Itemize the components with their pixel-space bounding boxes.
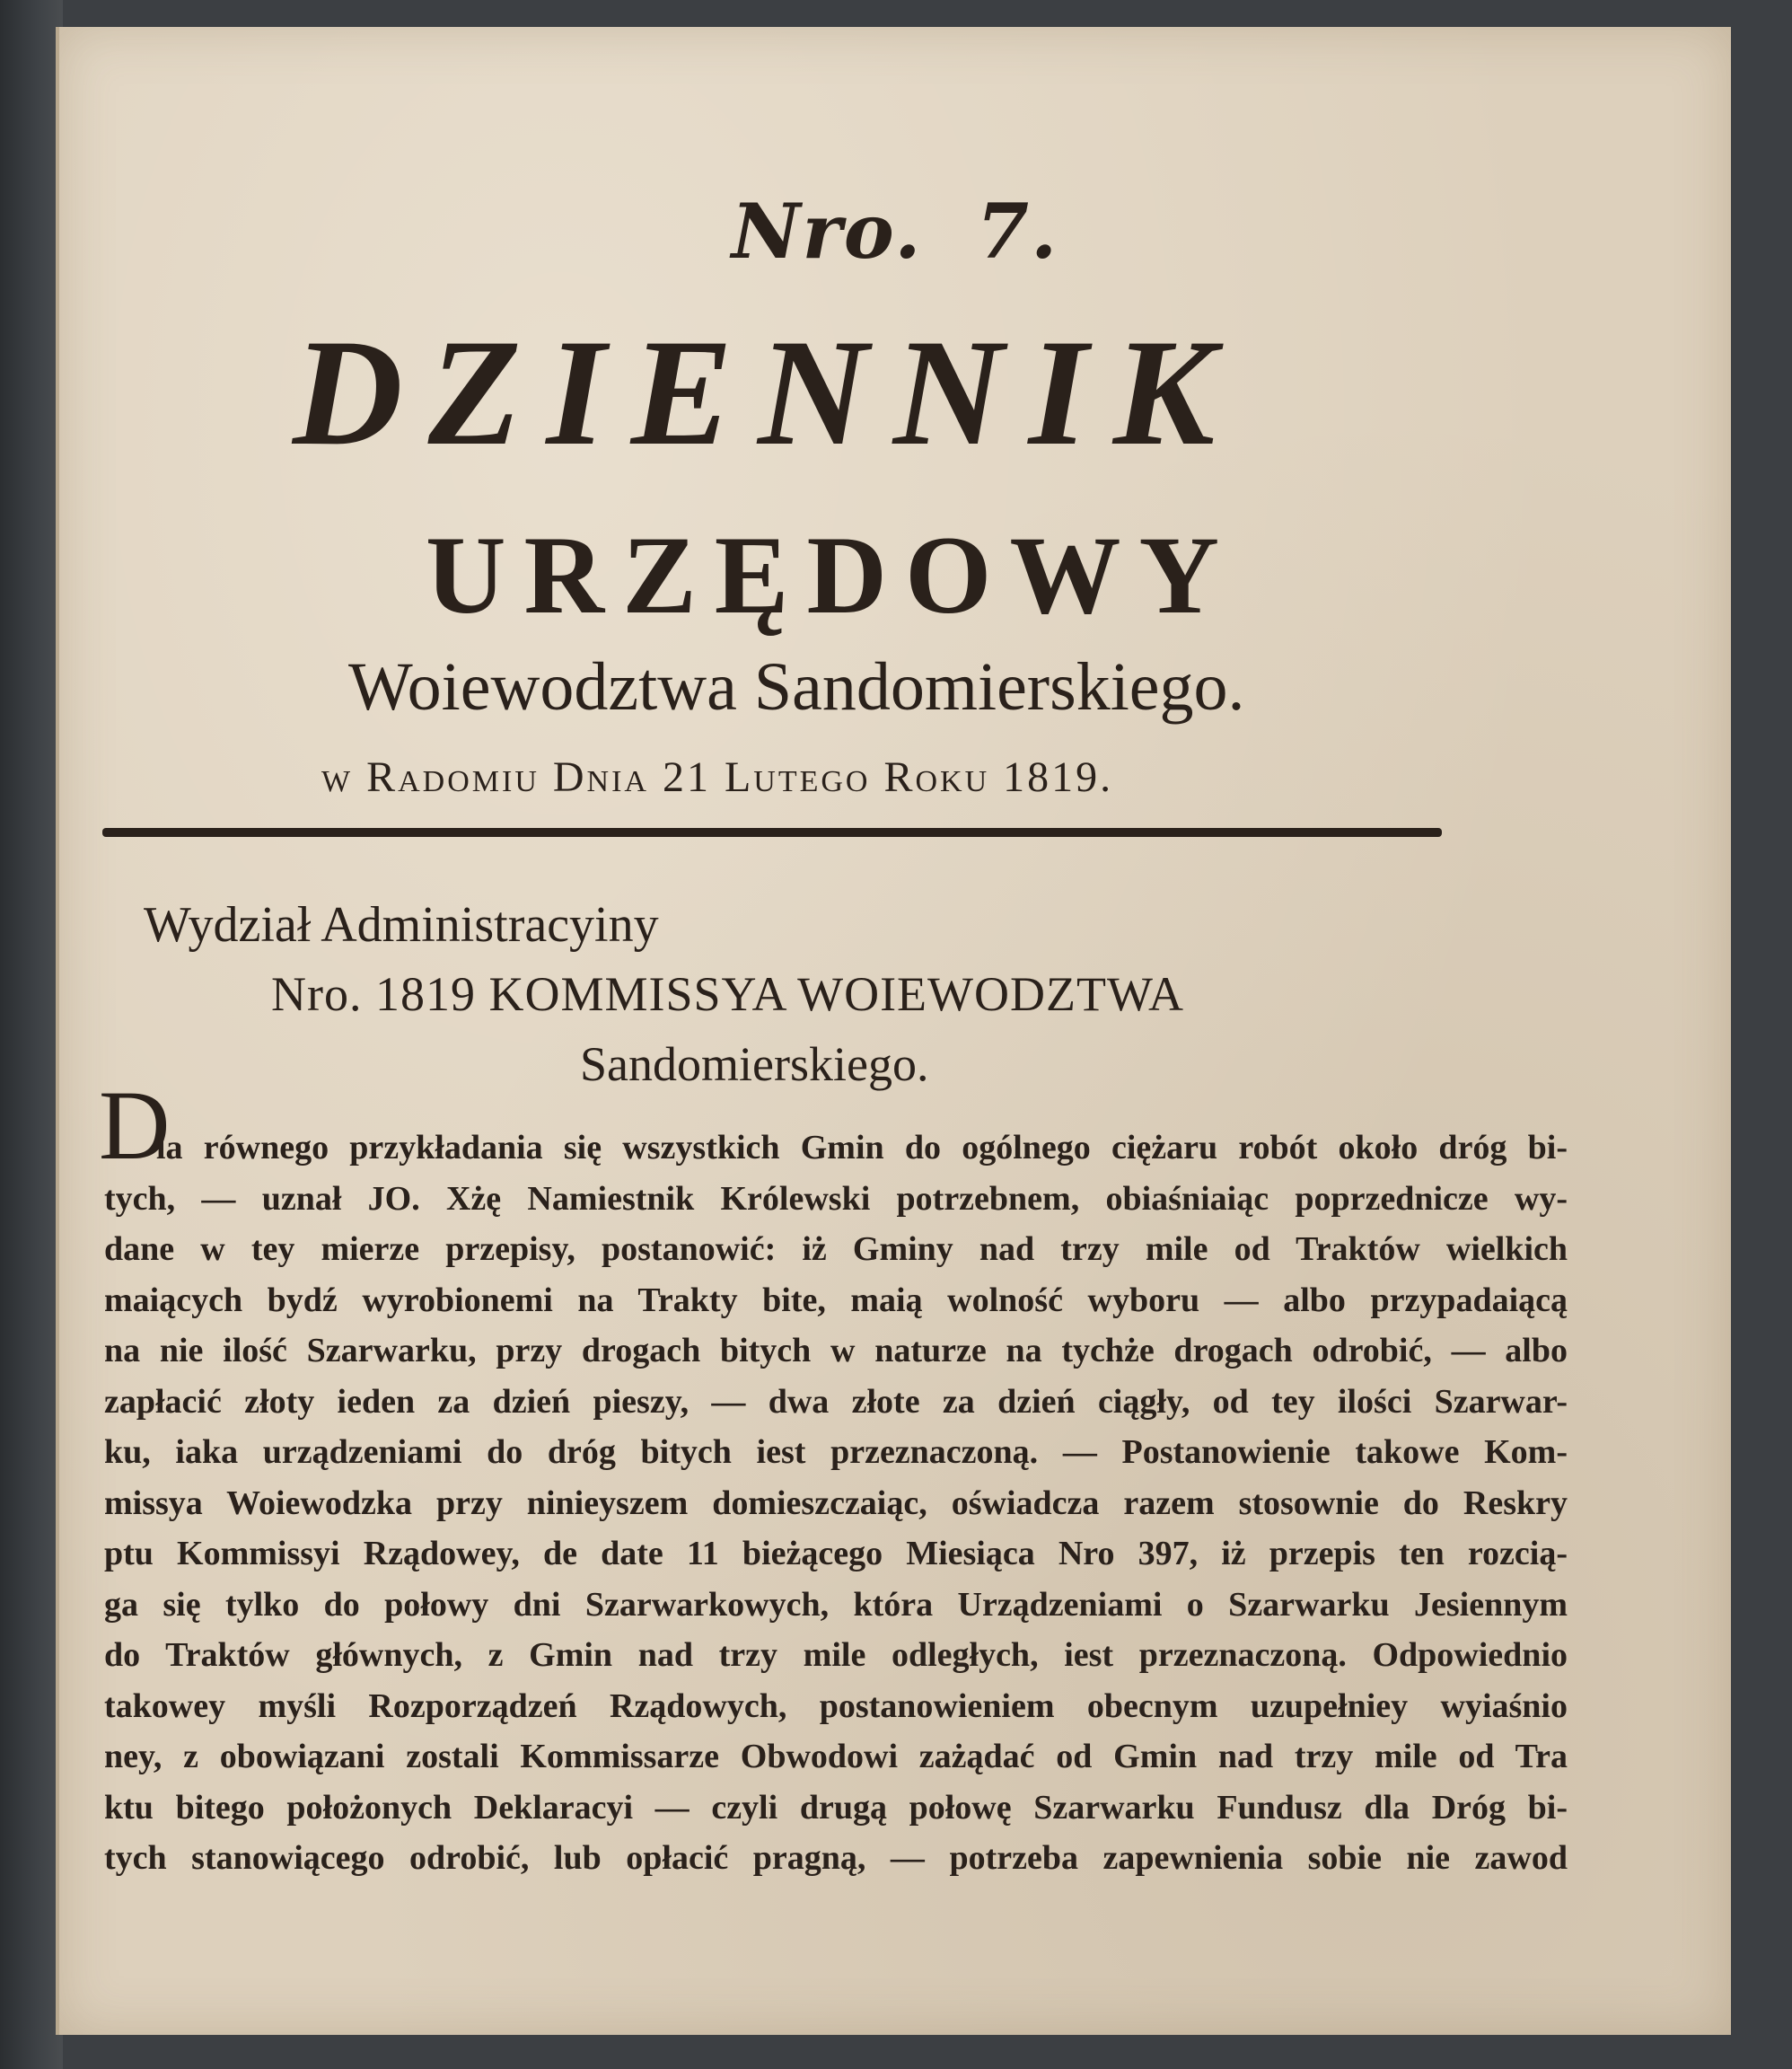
- masthead-dateline: w Radomiu Dnia 21 Lutego Roku 1819.: [321, 753, 1114, 801]
- text-line: ku, iaka urządzeniami do dróg bitych iest przeznaczoną. — Postanowienie takowe Kom-: [104, 1433, 1568, 1471]
- masthead-region: Woiewodztwa Sandomierskiego.: [348, 649, 1245, 725]
- text-line: ga się tylko do połowy dni Szarwarkowych, która Urządzeniami o Szarwarku Jesiennym: [104, 1585, 1568, 1624]
- text-line: do Traktów głównych, z Gmin nad trzy mile odległych, iest przeznaczoną. Odpowiednio: [104, 1636, 1568, 1674]
- issue-number: [59, 187, 1731, 276]
- text-line: tych stanowiącego odrobić, lub opłacić pragną, — potrzeba zapewnienia sobie nie zawod: [104, 1839, 1568, 1877]
- newspaper-page: [56, 27, 1731, 2035]
- text-line: ptu Kommissyi Rządowey, de date 11 bieżącego Miesiąca Nro 397, iż przepis ten rozcią-: [104, 1535, 1568, 1572]
- issue-number-value: 7.: [976, 187, 1059, 276]
- text-line: ktu bitego położonych Deklaracyi — czyli drugą połowę Szarwarku Fundusz dla Dróg bi-: [104, 1788, 1568, 1827]
- masthead-subtitle: URZĘDOWY: [426, 514, 1238, 637]
- article-body: [104, 1123, 1568, 1884]
- text-line: zapłacić złoty ieden za dzień pieszy, — dwa złote za dzień ciągły, od tey ilości Szarwar-: [104, 1382, 1568, 1421]
- text-line: tych, — uznał JO. Xżę Namiestnik Królewski potrzebnem, obiaśniaiąc poprzednicze wy-: [104, 1179, 1568, 1218]
- commission-heading-line2: Sandomierskiego.: [580, 1037, 929, 1091]
- commission-heading: Nro. 1819 KOMMISSYA WOIEWODZTWA: [271, 967, 1184, 1021]
- scanner-background-strip: [0, 0, 63, 2069]
- masthead-title: DZIENNIK: [293, 308, 1241, 477]
- issue-number-label: Nro.: [731, 187, 923, 276]
- text-line: na nie ilość Szarwarku, przy drogach bitych w naturze na tychże drogach odrobić, — albo: [104, 1332, 1568, 1369]
- text-line: missya Woiewodzka przy ninieyszem domieszczaiąc, oświadcza razem stosownie do Reskry: [104, 1484, 1568, 1522]
- text-line: dane w tey mierze przepisy, postanowić: iż Gminy nad trzy mile od Traktów wielkich: [104, 1230, 1568, 1268]
- text-line: la równego przykładania się wszystkich Gmin do ogólnego ciężaru robót około dróg bi-: [156, 1129, 1568, 1167]
- text-line: maiących bydź wyrobionemi na Trakty bite, maią wolność wyboru — albo przypadaiącą: [104, 1281, 1568, 1319]
- text-line: takowey myśli Rozporządzeń Rządowych, postanowieniem obecnym uzupełniey wyiaśnio: [104, 1686, 1568, 1725]
- department-heading: Wydział Administracyiny: [144, 897, 659, 953]
- text-line: ney, z obowiązani zostali Kommissarze Obwodowi zażądać od Gmin nad trzy mile od Tra: [104, 1738, 1568, 1775]
- masthead-divider: [102, 828, 1442, 837]
- drop-cap: D: [99, 1070, 171, 1180]
